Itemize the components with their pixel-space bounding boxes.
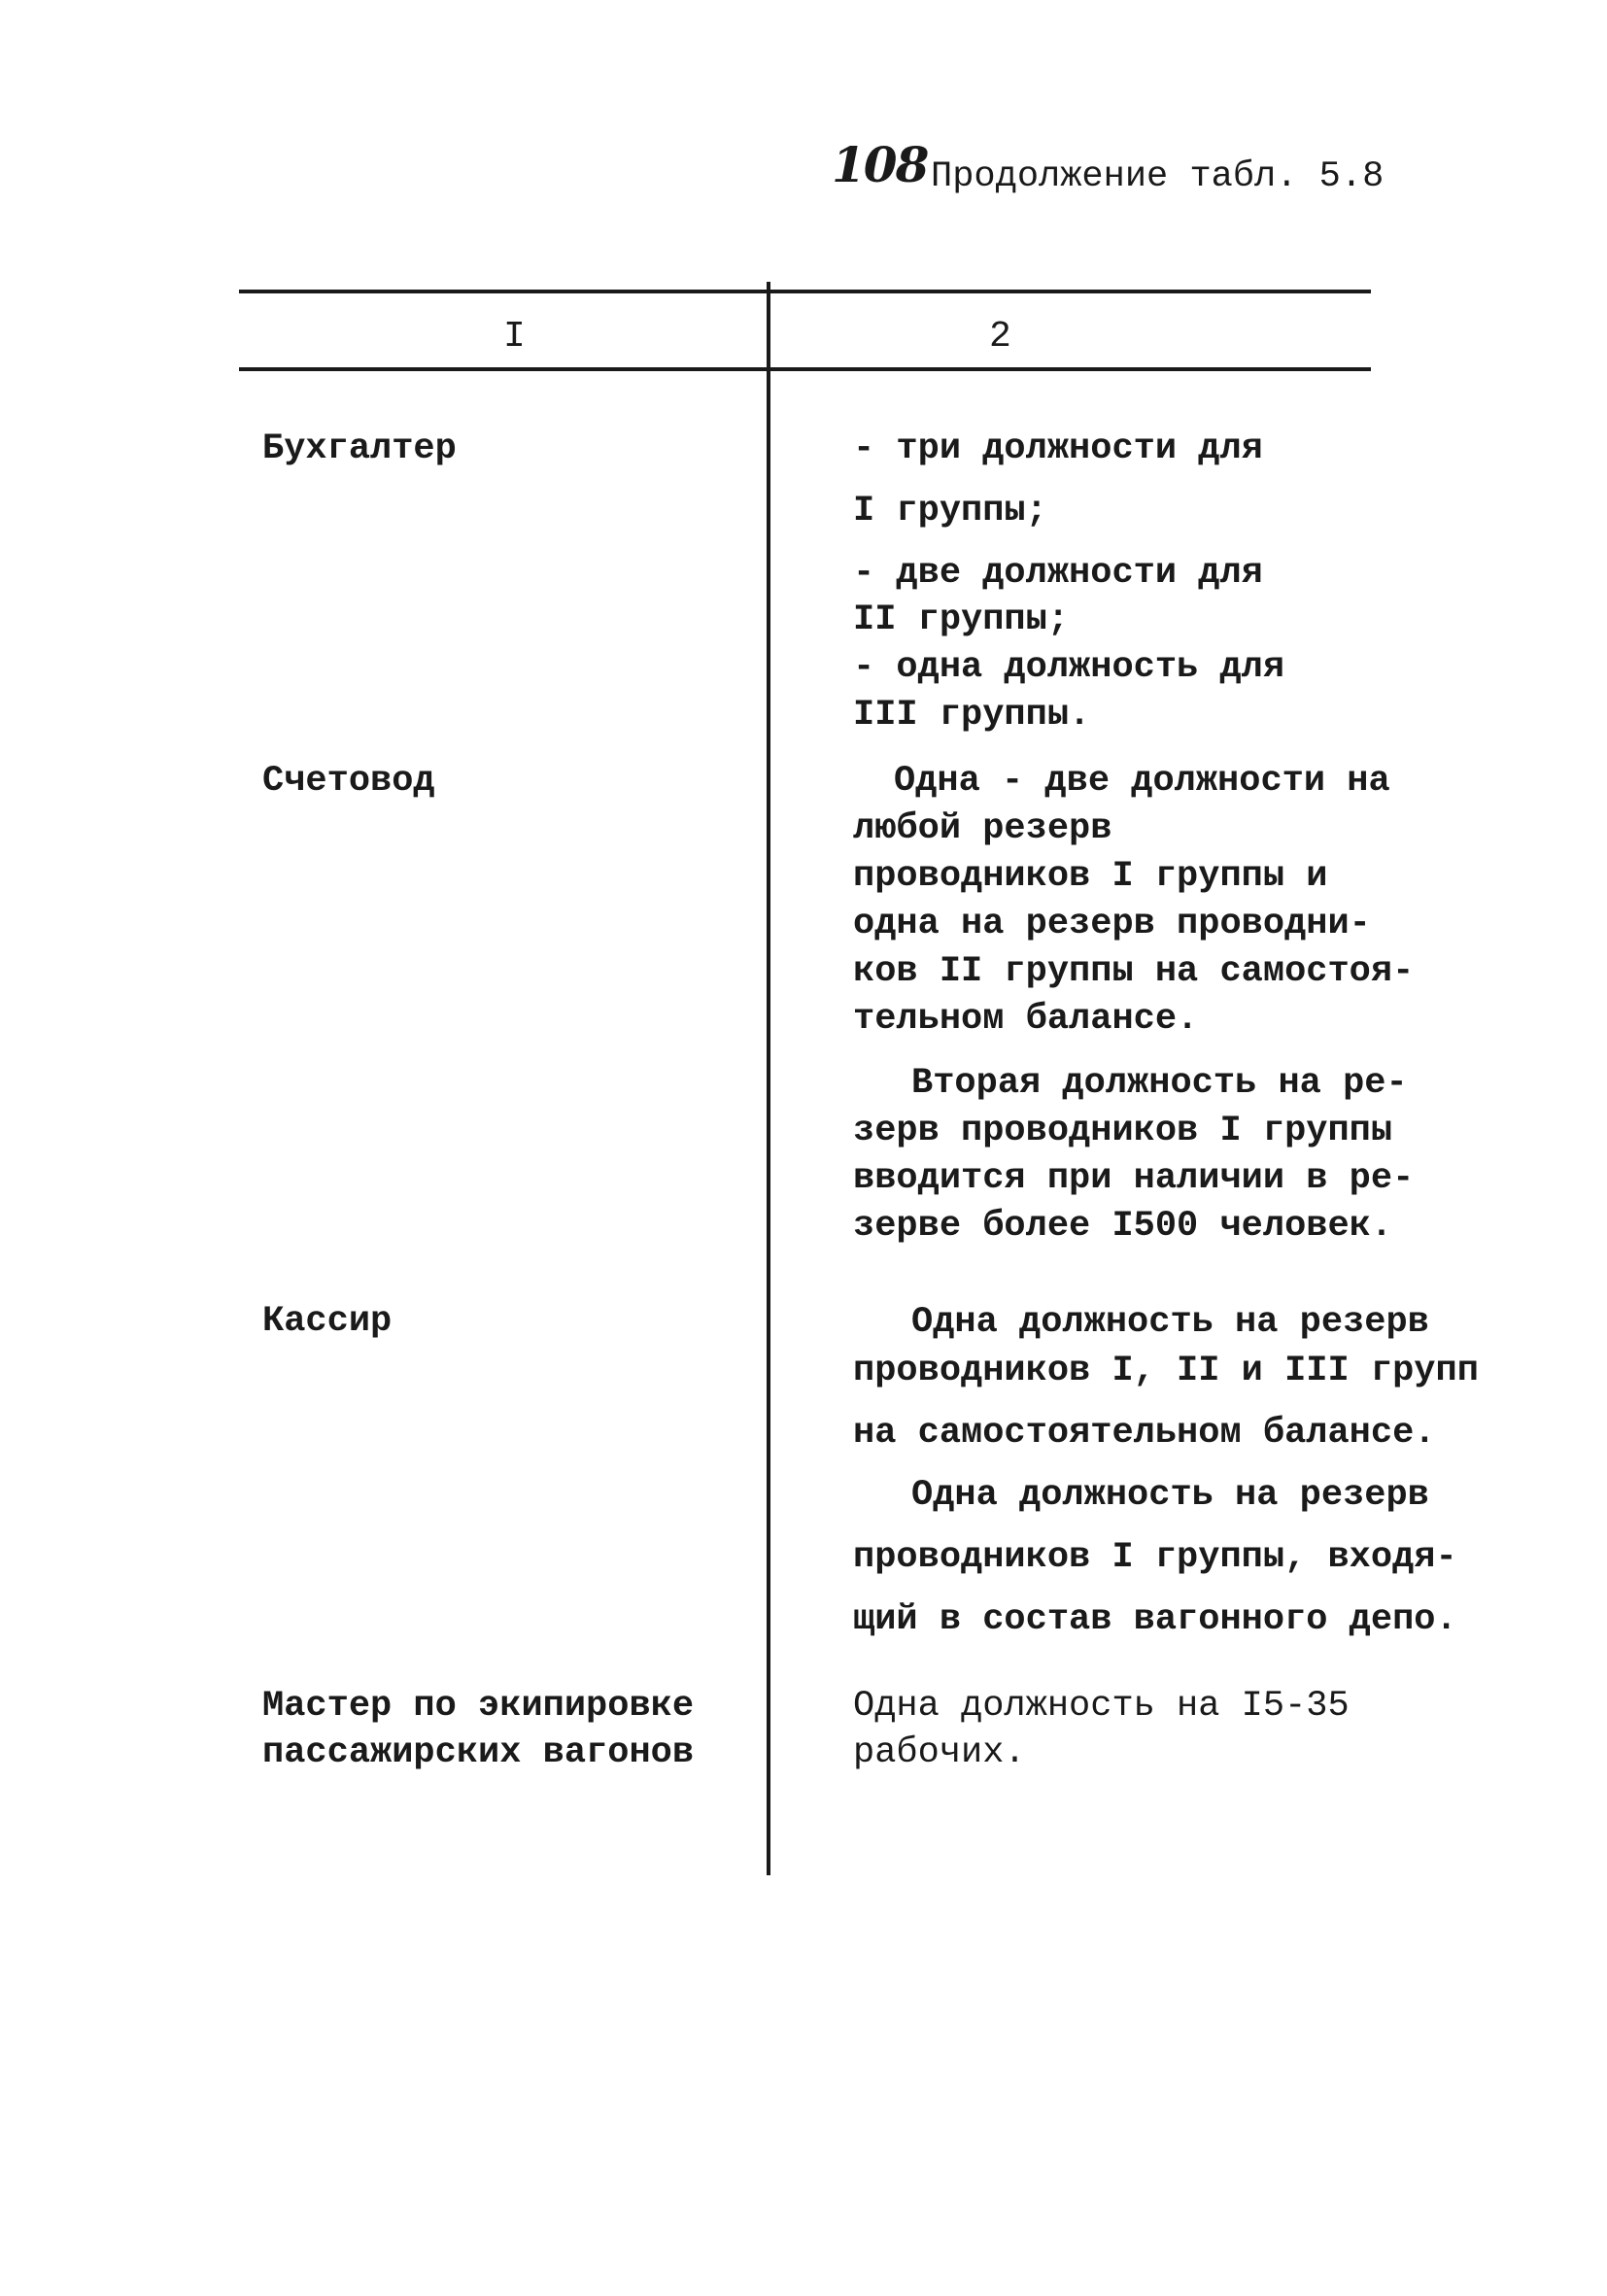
row-text-equipment-master (853, 1683, 1350, 1776)
text-line: ков II группы на самостоя- (853, 951, 1415, 992)
text-line: зерв проводников I группы (853, 1111, 1393, 1151)
row-text-clerk (853, 758, 1414, 1251)
text-line: зерве более I500 человек. (853, 1206, 1393, 1247)
text-line: - одна должность для (853, 647, 1285, 688)
text-line: проводников I, II и III групп (853, 1351, 1479, 1391)
text-line: Одна должность на резерв (911, 1475, 1429, 1516)
table-header-rule (239, 367, 1371, 371)
text-line: любой резерв (853, 808, 1112, 849)
text-line: вводится при наличии в ре- (853, 1158, 1415, 1199)
text-line: щий в состав вагонного депо. (853, 1599, 1457, 1640)
text-line: I группы; (853, 491, 1047, 531)
column-divider (767, 282, 770, 1875)
text-line: III группы. (853, 695, 1091, 736)
row-text-cashier (853, 1298, 1479, 1644)
text-line: Вторая должность на ре- (911, 1063, 1408, 1104)
column-header-2: 2 (989, 316, 1011, 358)
row-position-equipment-master: Мастер по экипировке пассажирских вагонов (262, 1686, 695, 1773)
text-line: Одна должность на резерв (911, 1302, 1429, 1343)
row-position-clerk: Счетовод (262, 761, 435, 802)
row-position-cashier: Кассир (262, 1301, 393, 1342)
text-line: на самостоятельном балансе. (853, 1413, 1436, 1454)
row-text-accountant (853, 426, 1284, 738)
text-line: рабочих. (853, 1732, 1026, 1773)
table-caption: Продолжение табл. 5.8 (931, 156, 1385, 197)
text-line: - три должности для (853, 428, 1263, 469)
table-top-rule (239, 290, 1371, 293)
text-line: Одна - две должности на (894, 761, 1390, 802)
row-position-accountant: Бухгалтер (262, 428, 457, 469)
text-line: проводников I группы, входя- (853, 1537, 1457, 1578)
text-line: - две должности для (853, 553, 1263, 594)
text-line: тельном балансе. (853, 999, 1199, 1040)
column-header-1: I (503, 316, 526, 358)
text-line: Одна должность на I5-35 (853, 1686, 1350, 1727)
text-line: проводников I группы и (853, 856, 1328, 897)
text-line: II группы; (853, 600, 1070, 640)
text-line: одна на резерв проводни- (853, 904, 1371, 944)
page-number: 108 (832, 136, 928, 193)
